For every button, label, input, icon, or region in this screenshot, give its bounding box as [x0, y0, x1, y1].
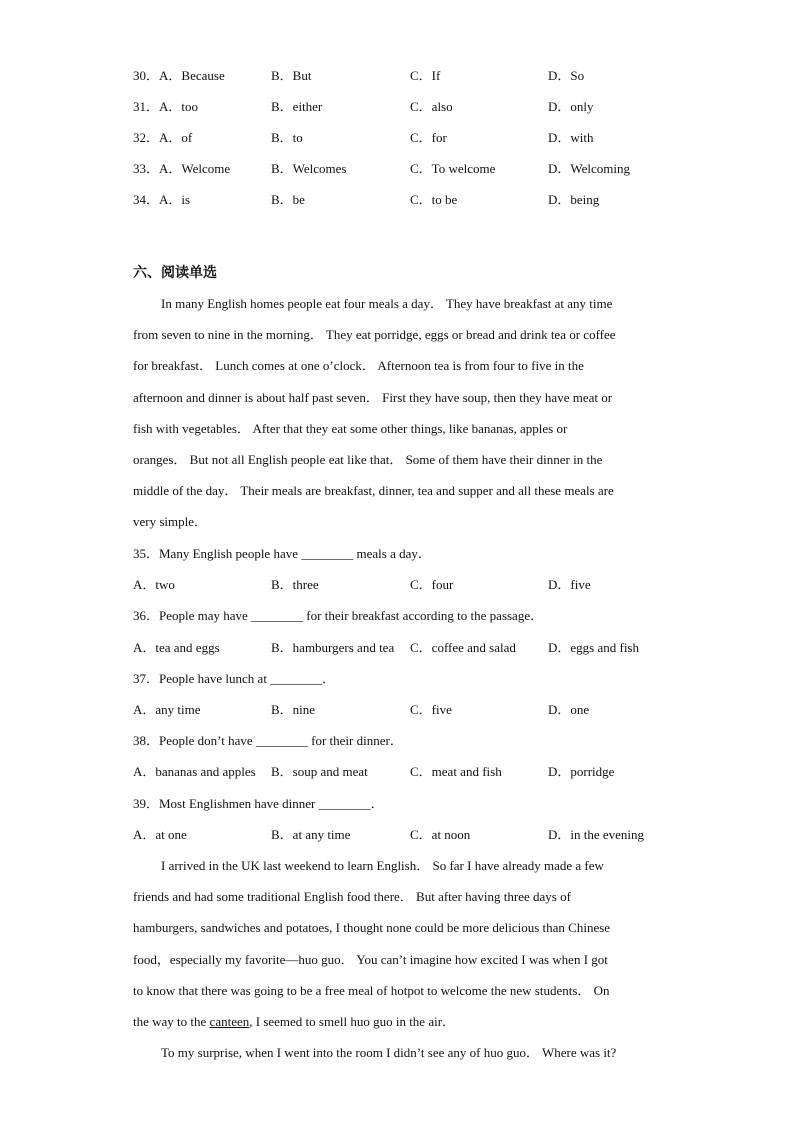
option-a[interactable]: A．at one	[133, 827, 187, 842]
option-b[interactable]: B．soup and meat	[271, 764, 368, 779]
option-d[interactable]: D．five	[548, 577, 591, 592]
option-c[interactable]: C．To welcome	[410, 161, 496, 176]
option-b[interactable]: B．at any time	[271, 827, 351, 842]
question-35-stem: 35．Many English people have ________ meals a day．	[133, 546, 431, 561]
passage-line: In many English homes people eat four meals a day． They have breakfast at any time	[161, 296, 613, 311]
option-a[interactable]: A．too	[159, 99, 199, 114]
option-b[interactable]: B．nine	[271, 702, 316, 717]
option-c[interactable]: C．five	[410, 702, 452, 717]
option-a[interactable]: A．tea and eggs	[133, 640, 220, 655]
option-a[interactable]: A．bananas and apples	[133, 764, 256, 779]
passage-line: afternoon and dinner is about half past seven． First they have soup, then they have meat or	[133, 389, 613, 405]
question-number: 31．	[133, 99, 160, 114]
reading-passage-1	[133, 295, 663, 545]
option-d[interactable]: D．with	[548, 130, 594, 145]
passage-line: to know that there was going to be a free meal of hotpot to welcome the new students． On	[133, 982, 610, 998]
passage-line: oranges． But not all English people eat like that． Some of them have their dinner in the	[133, 451, 603, 467]
passage-line: To my surprise, when I went into the room I didn’t see any of huo guo． Where was it?	[161, 1045, 617, 1060]
option-b[interactable]: B．to	[271, 130, 303, 145]
option-c[interactable]: C．If	[410, 68, 441, 83]
option-d[interactable]: D．one	[548, 702, 590, 717]
passage-line: friends and had some traditional English food there． But after having three days of	[133, 889, 571, 905]
question-36-stem: 36．People may have ________ for their breakfast according to the passage．	[133, 608, 544, 623]
question-39-stem: 39．Most Englishmen have dinner ________．	[133, 796, 384, 811]
option-a[interactable]: A．of	[159, 130, 193, 145]
question-37-stem: 37．People have lunch at ________．	[133, 671, 336, 686]
option-b[interactable]: B．But	[271, 68, 312, 83]
passage-line: hamburgers, sandwiches and potatoes, I thought none could be more delicious than Chinese	[133, 920, 611, 936]
question-number: 30．	[133, 68, 160, 83]
option-d[interactable]: D．So	[548, 68, 585, 83]
line-text: the way to the	[133, 1013, 210, 1029]
passage-line: fish with vegetables． After that they eat some other things, like bananas, apples or	[133, 420, 568, 436]
option-c[interactable]: C．also	[410, 99, 453, 114]
question-number: 32．	[133, 130, 160, 145]
option-d[interactable]: D．eggs and fish	[548, 640, 639, 655]
option-b[interactable]: B．Welcomes	[271, 161, 347, 176]
passage-line	[133, 1013, 663, 1044]
option-c[interactable]: C．to be	[410, 192, 458, 207]
option-d[interactable]: D．porridge	[548, 764, 615, 779]
option-c[interactable]: C．for	[410, 130, 447, 145]
option-d[interactable]: D．in the evening	[548, 827, 645, 842]
option-c[interactable]: C．meat and fish	[410, 764, 502, 779]
option-b[interactable]: B．be	[271, 192, 305, 207]
passage-line: from seven to nine in the morning． They eat porridge, eggs or bread and drink tea or coffee	[133, 327, 616, 343]
option-b[interactable]: B．three	[271, 577, 319, 592]
option-c[interactable]: C．at noon	[410, 827, 471, 842]
passage-line: food，especially my favorite—huo guo． You can’t imagine how excited I was when I got	[133, 951, 608, 967]
passage-line: very simple．	[133, 514, 208, 530]
option-c[interactable]: C．coffee and salad	[410, 640, 516, 655]
passage-line: for breakfast． Lunch comes at one o’clock． Afternoon tea is from four to five in the	[133, 358, 584, 374]
reading-passage-2	[133, 857, 663, 1044]
question-38-stem: 38．People don’t have ________ for their dinner．	[133, 733, 403, 748]
option-a[interactable]: A．two	[133, 577, 175, 592]
option-a[interactable]: A．Welcome	[159, 161, 231, 176]
underlined-word: canteen	[209, 1013, 250, 1029]
option-a[interactable]: A．any time	[133, 702, 201, 717]
question-number: 34．	[133, 192, 160, 207]
option-c[interactable]: C．four	[410, 577, 454, 592]
option-d[interactable]: D．being	[548, 192, 600, 207]
option-a[interactable]: A．Because	[159, 68, 225, 83]
option-d[interactable]: D．Welcoming	[548, 161, 630, 176]
section-title: 六、阅读单选	[133, 265, 217, 281]
reading-passage-3	[133, 1044, 663, 1075]
option-a[interactable]: A．is	[159, 192, 191, 207]
passage-line: middle of the day． Their meals are breakfast, dinner, tea and supper and all these meals are	[133, 483, 614, 499]
option-d[interactable]: D．only	[548, 99, 594, 114]
question-number: 33．	[133, 161, 160, 176]
option-b[interactable]: B．either	[271, 99, 323, 114]
line-text: , I seemed to smell huo guo in the air．	[249, 1013, 456, 1029]
passage-line: I arrived in the UK last weekend to learn English． So far I have already made a few	[161, 858, 604, 873]
option-b[interactable]: B．hamburgers and tea	[271, 640, 395, 655]
